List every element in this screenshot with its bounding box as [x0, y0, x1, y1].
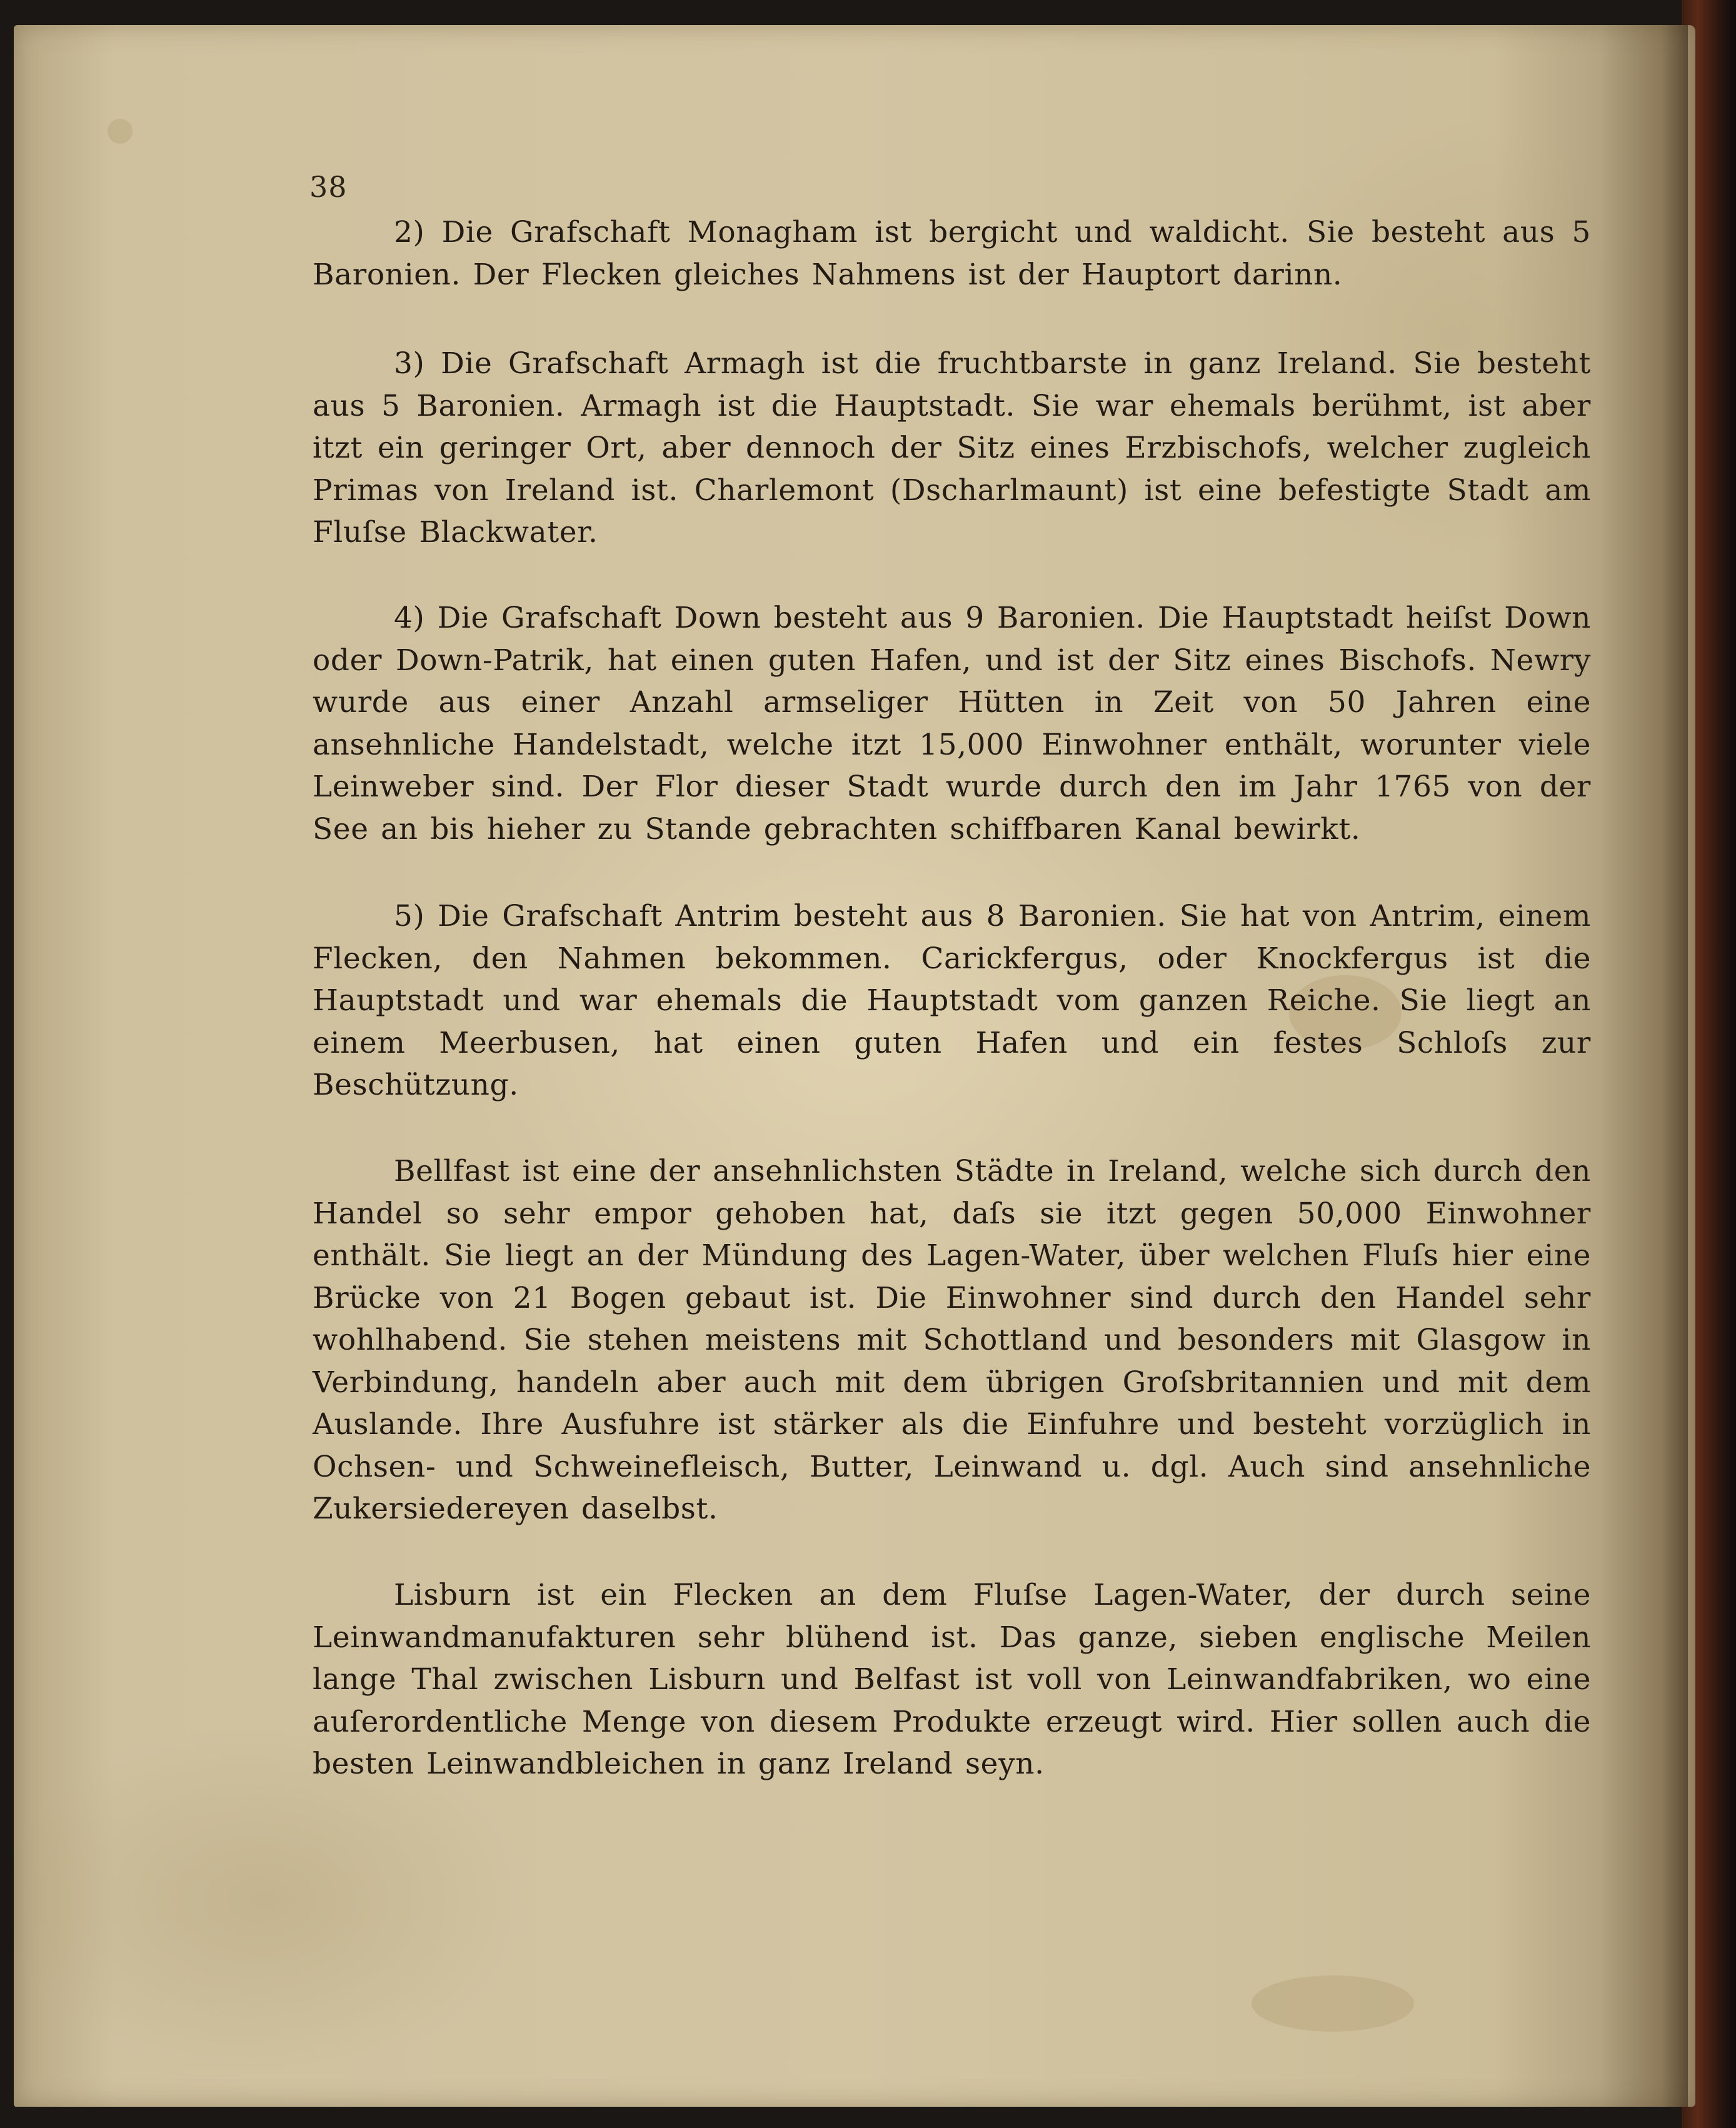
paragraph-armagh: 3) Die Grafschaft Armagh ist die fruchtbarste in ganz Ireland. Sie besteht aus 5 Baronien. Armagh ist die Hauptstadt. Sie war ehemals berühmt, ist aber itzt ein geringer Ort, aber dennoch der Sitz eines Erzbischofs, welcher zugleich Primas von Ireland ist. Charlemont (Dscharlmaunt) ist eine befestigte Stadt am Fluſse Blackwater. [313, 346, 1591, 550]
paragraph-down: 4) Die Grafschaft Down besteht aus 9 Baronien. Die Hauptstadt heiſst Down oder Down-Patrik, hat einen guten Hafen, und ist der Sitz eines Bischofs. Newry wurde aus einer Anzahl armseliger Hütten in Zeit von 50 Jahren eine ansehnliche Handelstadt, welche itzt 15,000 Einwohner enthält, worunter viele Leinweber sind. Der Flor dieser Stadt wurde durch den im Jahr 1765 von der See an bis hieher zu Stande gebrachten schiffbaren Kanal bewirkt. [313, 601, 1591, 846]
paper-stain [108, 119, 133, 144]
paragraph-bellfast: Bellfast ist eine der ansehnlichsten Städte in Ireland, welche sich durch den Handel so sehr empor gehoben hat, daſs sie itzt gegen 50,000 Einwohner enthält. Sie liegt an der Mündung des Lagen-Water, über welchen Fluſs hier eine Brücke von 21 Bogen gebaut ist. Die Einwohner sind durch den Handel sehr wohlhabend. Sie stehen meistens mit Schottland und besonders mit Glasgow in Verbindung, handeln aber auch mit dem übrigen Groſsbritannien und mit dem Auslande. Ihre Ausfuhre ist stärker als die Einfuhre und besteht vorzüglich in Ochsen- und Schweinefleisch, Butter, Leinwand u. dgl. Auch sind ansehnliche Zukersiedereyen daselbst. [313, 1154, 1591, 1526]
paragraph-lisburn: Lisburn ist ein Flecken an dem Fluſse Lagen-Water, der durch seine Leinwandmanufakturen sehr blühend ist. Das ganze, sieben englische Meilen lange Thal zwischen Lisburn und Belfast ist voll von Leinwandfabriken, wo eine auſerordentliche Menge von diesem Produkte erzeugt wird. Hier sollen auch die besten Leinwandbleichen in ganz Ireland seyn. [313, 1578, 1591, 1781]
paragraph-antrim: 5) Die Grafschaft Antrim besteht aus 8 Baronien. Sie hat von Antrim, einem Flecken, den Nahmen bekommen. Carickfergus, oder Knockfergus ist die Hauptstadt und war ehemals die Hauptstadt vom ganzen Reiche. Sie liegt an einem Meerbusen, hat einen guten Hafen und ein festes Schloſs zur Beschützung. [313, 899, 1591, 1102]
paragraph-monagham: 2) Die Grafschaft Monagham ist bergicht und waldicht. Sie besteht aus 5 Baronien. Der Flecken gleiches Nahmens ist der Hauptort darinn. [313, 215, 1591, 292]
page-gutter-shadow [1600, 25, 1688, 2107]
page-number: 38 [309, 170, 348, 204]
paper-stain [1252, 1975, 1414, 2032]
